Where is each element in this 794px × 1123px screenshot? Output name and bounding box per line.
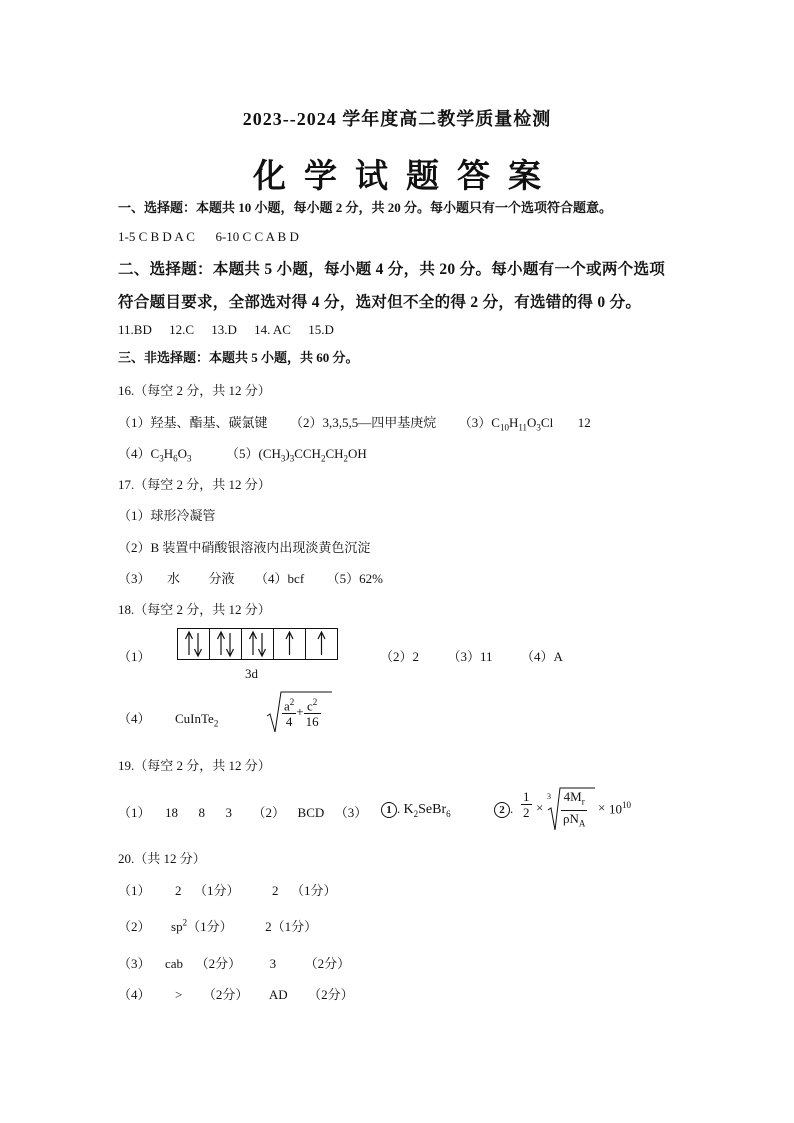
q17-line3 xyxy=(118,568,383,587)
q18-part3: （3）11 xyxy=(447,649,493,664)
q18-line2 xyxy=(118,708,218,729)
q16-part3-extra: 12 xyxy=(577,415,591,430)
section3-heading: 三、非选择题：本题共 5 小题，共 60 分。 xyxy=(118,350,359,365)
q18-part4-label: （4） xyxy=(118,711,151,726)
fraction-c2-over-16: $\frac{c^2}{16}$ xyxy=(305,697,319,730)
answer-11: 11.BD xyxy=(118,322,152,337)
q19-part2-value: BCD xyxy=(297,805,325,820)
q19-part3: （3） xyxy=(334,805,368,820)
answers-1-5: 1-5 C B D A C xyxy=(118,229,195,244)
plus-sign: + xyxy=(296,704,304,720)
paired-electron-arrows-icon xyxy=(178,629,209,659)
q20-row3: （3） cab （2分） 3 （2分） xyxy=(118,956,351,971)
q17-part3-a: 水 xyxy=(167,571,181,586)
q19-part2: （2） xyxy=(252,805,286,820)
q18-parts-2-4 xyxy=(380,646,563,665)
paired-electron-arrows-icon xyxy=(210,629,241,659)
orbital-cell xyxy=(306,629,337,659)
single-electron-arrow-icon xyxy=(306,629,337,659)
q18-part1-label: （1） xyxy=(118,649,151,664)
answer-13: 13.D xyxy=(211,322,237,337)
q19-line xyxy=(118,802,367,821)
section1-heading: 一、选择题：本题共 10 小题，每小题 2 分，共 20 分。每小题只有一个选项符合题意。 xyxy=(118,200,613,215)
orbital-cell xyxy=(210,629,242,659)
fraction-4mr-over-rho-na: $4M_r$ $\rho N_A$ xyxy=(563,789,586,829)
section2-answers xyxy=(118,322,360,338)
q19-part1: （1） xyxy=(118,805,151,820)
q17-part3-label: （3） xyxy=(118,571,151,586)
paired-electron-arrows-icon xyxy=(242,629,273,659)
q18-part2: （2）2 xyxy=(380,649,420,664)
orbital-cell xyxy=(274,629,306,659)
answer-14: 14. AC xyxy=(254,322,291,337)
root-index: 3 xyxy=(547,792,551,801)
answer-12: 12.C xyxy=(169,322,194,337)
q17-part3-b: 分液 xyxy=(208,571,235,586)
q16-part5: $(5)(CH_3)_3CCH_2CH_2OH$ xyxy=(225,446,367,464)
section2-heading-line1: 二、选择题：本题共 5 小题，每小题 4 分，共 20 分。每小题有一个或两个选项 xyxy=(118,261,666,278)
q18-part4: （4）A xyxy=(521,649,563,664)
q16-header: 16.（每空 2 分，共 12 分） xyxy=(118,383,271,398)
q19-sub1: 1 . $K_2SeBr_6$ xyxy=(381,801,451,819)
q16-part3: $(3)C_{10}H_{11}O_3Cl$ xyxy=(458,415,554,433)
orbital-cell xyxy=(178,629,210,659)
q19-value-3: 3 xyxy=(225,805,233,820)
answers-6-10: 6-10 C C A B D xyxy=(215,229,299,244)
q17-part4: （4）bcf xyxy=(255,571,305,586)
answer-15: 15.D xyxy=(308,322,334,337)
q17-part1: （1）球形冷凝管 xyxy=(118,508,216,523)
times-sign-2: × xyxy=(598,800,606,815)
q16-part2: （2）3,3,5,5—四甲基庚烷 xyxy=(290,415,437,430)
q19-value-18: 18 xyxy=(165,805,179,820)
power-of-ten: $10^{10}$ xyxy=(609,800,631,817)
q19-sub2-label: 2 . xyxy=(494,801,513,818)
q20-row1: （1） 2 （1分） 2 （1分） xyxy=(118,883,337,898)
fraction-a2-over-4: $\frac{a^2}{4}$ xyxy=(284,697,295,730)
q16-line1 xyxy=(118,412,591,433)
orbital-cell xyxy=(242,629,274,659)
times-sign: × xyxy=(536,800,544,815)
single-electron-arrow-icon xyxy=(274,629,305,659)
q17-part5: （5）62% xyxy=(326,571,383,586)
circled-number-2: 2 xyxy=(494,802,510,818)
q19-value-8: 8 xyxy=(198,805,206,820)
q20-row4: （4） > （2分） AD （2分） xyxy=(118,987,354,1002)
q16-part4: $(4)C_3H_6O_3$ xyxy=(118,446,192,464)
circled-number-1: 1 xyxy=(381,802,397,818)
q16-part1: （1）羟基、酯基、碳氯键 xyxy=(118,415,268,430)
orbital-diagram-3d xyxy=(177,628,338,660)
q18-formula: CuInTe$_2$ xyxy=(175,711,219,729)
section2-heading-line2: 符合题目要求，全部选对得 4 分，选对但不全的得 2 分，有选错的得 0 分。 xyxy=(118,294,642,311)
section1-answers xyxy=(118,229,299,245)
q17-header: 17.（每空 2 分，共 12 分） xyxy=(118,477,271,492)
q19-header: 19.（每空 2 分，共 12 分） xyxy=(118,758,271,773)
q17-part2: （2）B 装置中硝酸银溶液内出现淡黄色沉淀 xyxy=(118,540,371,555)
q16-line2 xyxy=(118,443,367,464)
answer-sheet-title: 化学试题答案 xyxy=(253,159,559,195)
fraction-one-half: $\frac{1}{2}$ xyxy=(523,789,530,820)
exam-title: 2023--2024 学年度高二教学质量检测 xyxy=(242,109,552,129)
q20-row2: （2） $sp^2(1$分） 2（1分） xyxy=(118,917,318,934)
orbital-label: 3d xyxy=(245,666,258,681)
q18-header: 18.（每空 2 分，共 12 分） xyxy=(118,602,271,617)
q20-header: 20.（共 12 分） xyxy=(118,851,206,866)
